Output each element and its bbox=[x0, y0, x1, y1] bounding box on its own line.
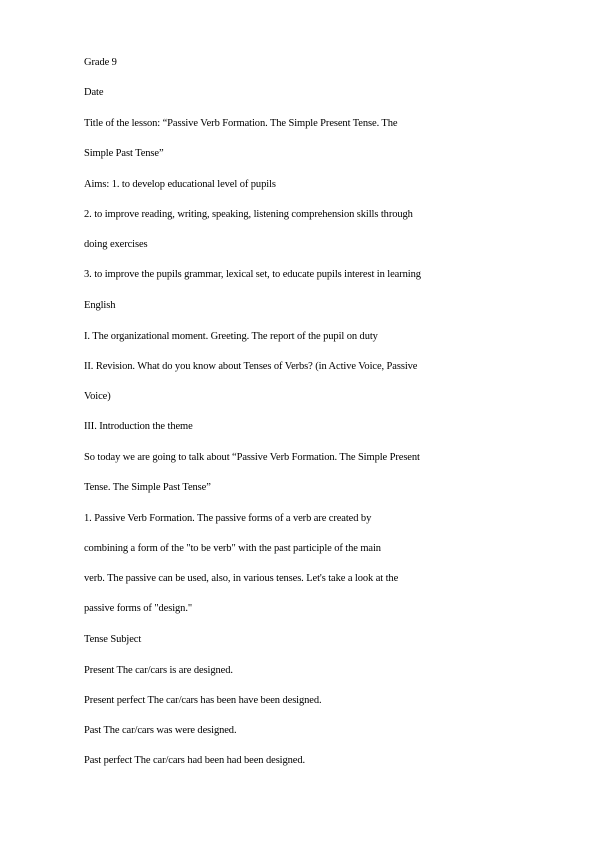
lesson-title-line-1: Title of the lesson: “Passive Verb Formation. The Simple Present Tense. The bbox=[84, 118, 398, 129]
aims-line-2: 2. to improve reading, writing, speaking, listening comprehension skills through bbox=[84, 209, 413, 220]
passive-paragraph-line-1: 1. Passive Verb Formation. The passive forms of a verb are created by bbox=[84, 513, 372, 524]
section-2-heading-line-2: Voice) bbox=[84, 391, 111, 402]
passive-paragraph-line-2: combining a form of the "to be verb" with the past participle of the main bbox=[84, 543, 381, 554]
table-row-past-perfect: Past perfect The car/cars had been had been designed. bbox=[84, 755, 306, 766]
lesson-title-line-2: Simple Past Tense” bbox=[84, 148, 164, 159]
aims-line-4: 3. to improve the pupils grammar, lexical set, to educate pupils interest in learning bbox=[84, 269, 421, 280]
aims-line-5: English bbox=[84, 300, 116, 311]
passive-paragraph-line-3: verb. The passive can be used, also, in various tenses. Let's take a look at the bbox=[84, 573, 399, 584]
date-line: Date bbox=[84, 87, 104, 98]
section-2-heading-line-1: II. Revision. What do you know about Tenses of Verbs? (in Active Voice, Passive bbox=[84, 361, 418, 372]
aims-line-1: Aims: 1. to develop educational level of pupils bbox=[84, 179, 276, 190]
table-row-past: Past The car/cars was were designed. bbox=[84, 725, 237, 736]
aims-line-3: doing exercises bbox=[84, 239, 148, 250]
table-row-present-perfect: Present perfect The car/cars has been have been designed. bbox=[84, 695, 322, 706]
intro-paragraph-line-2: Tense. The Simple Past Tense” bbox=[84, 482, 211, 493]
passive-paragraph-line-4: passive forms of "design." bbox=[84, 603, 193, 614]
section-3-heading: III. Introduction the theme bbox=[84, 421, 193, 432]
table-row-present: Present The car/cars is are designed. bbox=[84, 665, 233, 676]
table-header-line: Tense Subject bbox=[84, 634, 142, 645]
intro-paragraph-line-1: So today we are going to talk about “Passive Verb Formation. The Simple Present bbox=[84, 452, 420, 463]
grade-line: Grade 9 bbox=[84, 57, 117, 68]
section-1-heading: I. The organizational moment. Greeting. The report of the pupil on duty bbox=[84, 331, 378, 342]
